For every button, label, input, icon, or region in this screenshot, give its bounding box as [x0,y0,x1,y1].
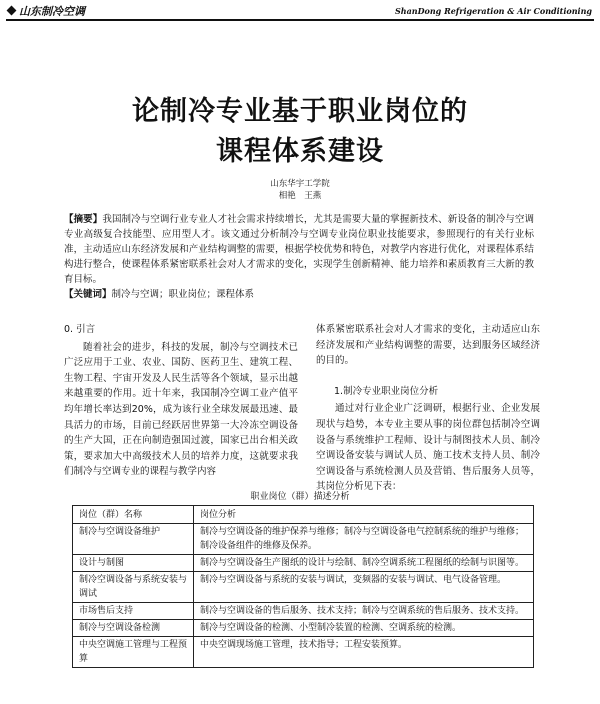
table-row [73,603,534,620]
abstract-text: 我国制冷与空调行业专业人才社会需求持续增长，尤其是需要大量的掌握新技术、新设备的制冷与空调专业高级复合技能型、应用型人才。该文通过分析制冷与空调专业岗位职业技能要求，参照现行的有关行业标准，主动适应山东经济发展和产业结构调整的需要，根据学校优势和特色，对教学内容进行优化，对课程体系结构进行整合，使课程体系紧密联系社会对人才需求的变化，实现学生创新精神、能力培养和素质教育三大新的教育目标。 [64,214,534,285]
keywords-text: 制冷与空调；职业岗位；课程体系 [111,289,255,300]
job-analysis: 制冷与空调设备的售后服务、技术支持；制冷与空调系统的售后服务、技术支持。 [194,603,534,620]
job-name: 制冷与空调设备维护 [73,524,194,555]
left-column [64,322,298,480]
job-name: 设计与制图 [73,555,194,572]
journal-name-cn: 山东制冷空调 [8,3,85,19]
header-rule [6,19,594,21]
school-name: 山东华宇工学院 [270,179,330,189]
job-analysis: 制冷与空调设备的检测、小型制冷装置的检测、空调系统的检测。 [194,620,534,637]
job-analysis-table [72,505,534,668]
abstract [64,212,534,302]
column-header-name: 岗位（群）名称 [73,506,194,524]
job-name: 市场售后支持 [73,603,194,620]
table-header-row [73,506,534,524]
table-row [73,637,534,668]
job-analysis: 制冷与空调设备生产图纸的设计与绘制、制冷空调系统工程图纸的绘制与识图等。 [194,555,534,572]
section-1-text: 通过对行业企业广泛调研，根据行业、企业发展现状与趋势，本专业主要从事的岗位群包括制冷空调设备与系统维护工程师、设计与制图技术人员、制冷空调设备安装与调试人员、施工技术支持人员、制冷空调设备与系统检测人员及营销、售后服务人员等，其岗位分析见下表： [316,403,540,493]
title-line-2: 课程体系建设 [216,136,384,167]
job-analysis: 制冷与空调设备与系统的安装与调试，变频器的安装与调试、电气设备管理。 [194,572,534,603]
diamond-icon [7,6,17,16]
table-row [73,620,534,637]
affiliation [0,178,600,202]
continuation-text: 体系紧密联系社会对人才需求的变化，主动适应山东经济发展和产业结构调整的需要，达到服务区域经济的目的。 [316,324,540,367]
job-analysis: 中央空调现场施工管理，技术指导；工程安装预算。 [194,637,534,668]
article-title [0,92,600,172]
section-1-heading: 1.制冷专业职业岗位分析 [334,385,439,397]
table-row [73,555,534,572]
job-name: 制冷空调设备与系统安装与调试 [73,572,194,603]
section-0-text: 随着社会的进步，科技的发展，制冷与空调技术已广泛应用于工业、农业、国防、医药卫生、建筑工程、生物工程、宇宙开发及人民生活等各个领域，显示出越来越重要的作用。近十年来，我国制冷空调工业产值平均年增长率达到20%，成为该行业全球发展最迅速、最具活力的市场，目前已经跃居世界第一大冷冻空调设备的生产大国，正在向制造强国过渡，国家已出台相关政策，要求加大中高级技术人员的培养力度，这就要求我们制冷与空调专业的课程与教学内容 [64,341,298,478]
right-column [316,322,540,495]
abstract-label: 【摘要】 [64,214,103,225]
job-analysis: 制冷与空调设备的维护保养与维修；制冷与空调设备电气控制系统的维护与维修；制冷设备组件的维修及保养。 [194,524,534,555]
job-name: 中央空调施工管理与工程预算 [73,637,194,668]
running-header [8,4,592,18]
table-row [73,572,534,603]
keywords-label: 【关键词】 [64,289,112,300]
table-row [73,524,534,555]
table-caption: 职业岗位（群）描述分析 [250,492,350,502]
column-header-analysis: 岗位分析 [194,506,534,524]
author-names: 相艳 王燕 [278,191,322,201]
abstract-body [64,212,534,287]
job-name: 制冷与空调设备检测 [73,620,194,637]
journal-name-en: ShanDong Refrigeration & Air Conditioning [395,6,592,16]
title-line-1: 论制冷专业基于职业岗位的 [132,96,468,127]
keywords [64,287,534,302]
section-0-heading: 0. 引言 [64,324,96,335]
